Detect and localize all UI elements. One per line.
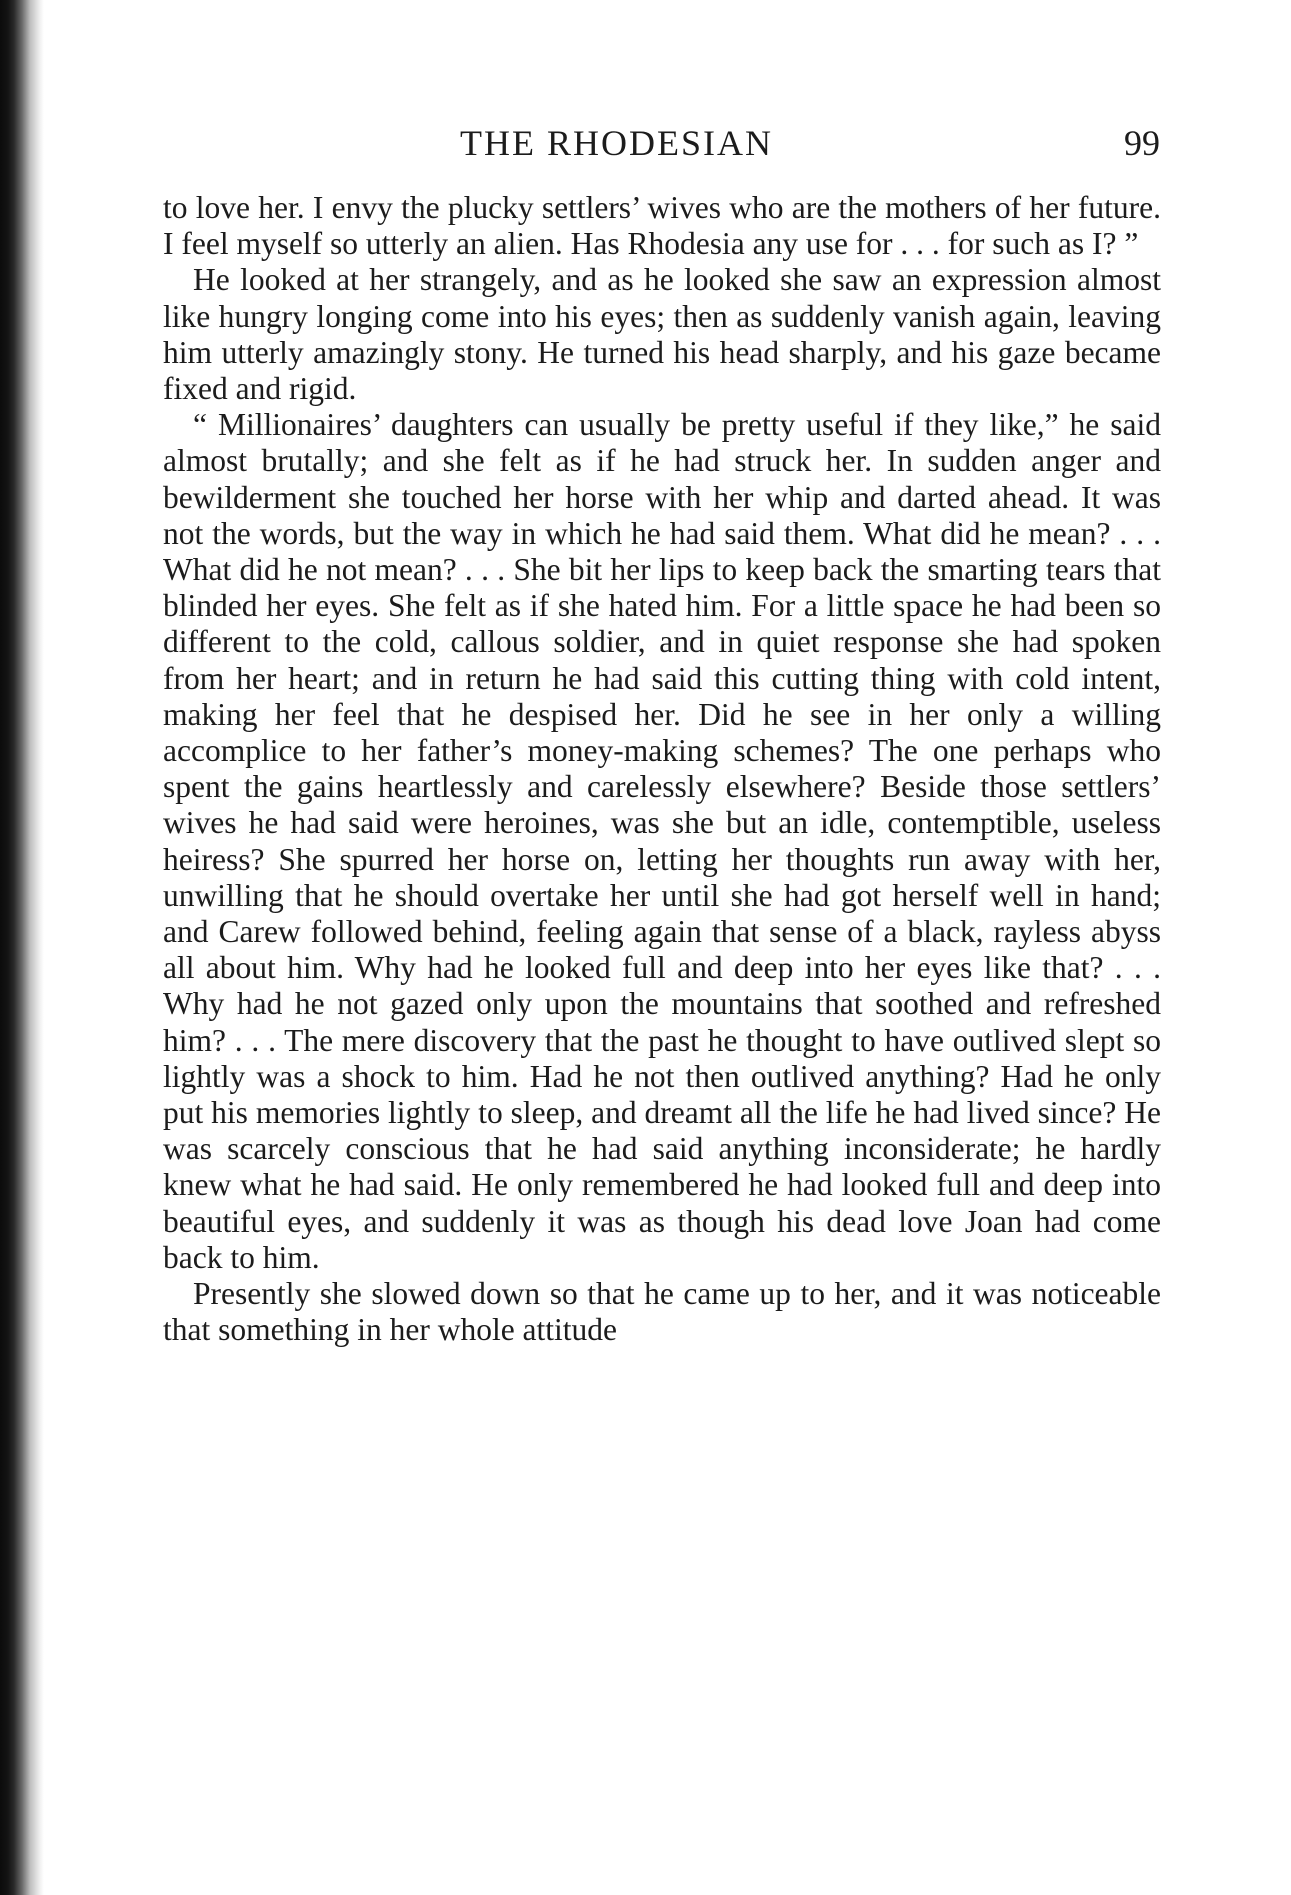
- running-title: THE RHODESIAN: [460, 123, 773, 163]
- paragraph-1: to love her. I envy the plucky settlers’ wives who are the mothers of her future. I feel myself so utterly an alien. Has Rhodesia any use for . . . for such as I? ”: [163, 190, 1161, 262]
- page-binding-edge: [0, 0, 44, 1895]
- running-head: [160, 122, 1160, 172]
- body-text: [163, 190, 1161, 1349]
- paragraph-4: Presently she slowed down so that he came up to her, and it was noticeable that something in her whole attitude: [163, 1276, 1161, 1348]
- paragraph-3: “ Millionaires’ daughters can usually be pretty useful if they like,” he said almost brutally; and she felt as if he had struck her. In sudden anger and bewilderment she touched her horse with her whip and darted ahead. It was not the words, but the way in which he had said them. What did he mean? . . . What did he not mean? . . . She bit her lips to keep back the smarting tears that blinded her eyes. She felt as if she hated him. For a little space he had been so different to the cold, callous soldier, and in quiet response she had spoken from her heart; and in return he had said this cutting thing with cold intent, making her feel that he despised her. Did he see in her only a willing accomplice to her father’s money-making schemes? The one perhaps who spent the gains heartlessly and carelessly elsewhere? Beside those settlers’ wives he had said were heroines, was she but an idle, contemptible, useless heiress? She spurred her horse on, letting her thoughts run away with her, unwilling that he should overtake her until she had got herself well in hand; and Carew followed behind, feeling again that sense of a black, rayless abyss all about him. Why had he looked full and deep into her eyes like that? . . . Why had he not gazed only upon the mountains that soothed and refreshed him? . . . The mere discovery that the past he thought to have outlived slept so lightly was a shock to him. Had he not then outlived anything? Had he only put his memories lightly to sleep, and dreamt all the life he had lived since? He was scarcely conscious that he had said anything inconsiderate; he hardly knew what he had said. He only remembered he had looked full and deep into beautiful eyes, and suddenly it was as though his dead love Joan had come back to him.: [163, 407, 1161, 1275]
- paragraph-2: He looked at her strangely, and as he looked she saw an expression almost like hungry longing come into his eyes; then as suddenly vanish again, leaving him utterly amazingly stony. He turned his head sharply, and his gaze became fixed and rigid.: [163, 262, 1161, 407]
- page-number: 99: [1124, 123, 1160, 163]
